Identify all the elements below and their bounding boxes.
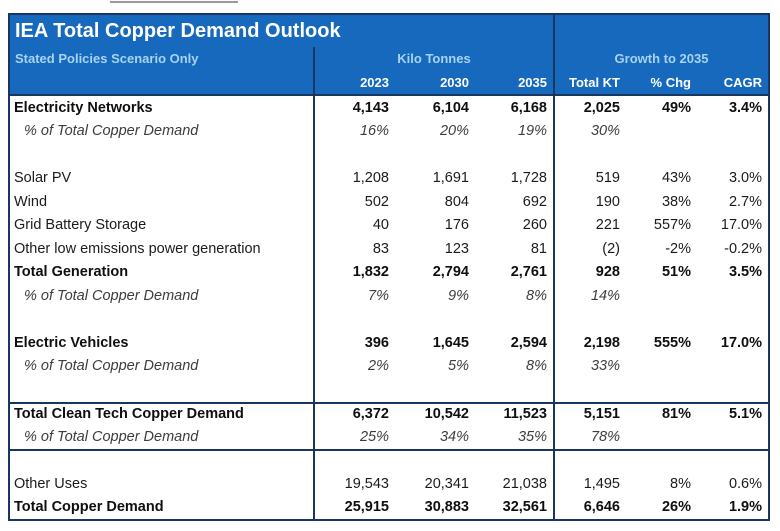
cell-value xyxy=(315,143,395,167)
row-label: Total Generation xyxy=(10,261,315,285)
cell-value: 396 xyxy=(364,334,389,351)
cell-value: 804 xyxy=(444,193,469,210)
row-label: Grid Battery Storage xyxy=(10,214,315,238)
table-row xyxy=(10,190,768,214)
cell-value: 7% xyxy=(368,287,389,304)
cell-value: 21,038 xyxy=(475,472,555,496)
cell-value: -2% xyxy=(665,240,691,257)
cell-value: 8% xyxy=(475,284,555,308)
cell-value xyxy=(395,143,475,167)
cell-value: 190 xyxy=(595,193,620,210)
table-body xyxy=(10,96,768,519)
group-growth-to-2035: Growth to 2035 xyxy=(614,51,709,66)
row-label: % of Total Copper Demand xyxy=(10,284,315,308)
cell-value xyxy=(555,378,626,402)
cell-value xyxy=(626,120,697,144)
cell-value xyxy=(626,451,697,473)
cell-value: 19,543 xyxy=(344,475,389,492)
cell-value xyxy=(395,308,475,332)
table-row xyxy=(10,378,768,402)
cell-value: 38% xyxy=(661,193,691,210)
cell-value: 20,341 xyxy=(424,475,469,492)
cell-value xyxy=(475,143,555,167)
cell-value xyxy=(626,143,697,167)
cell-value: 1,691 xyxy=(432,170,469,187)
table-row xyxy=(10,449,768,473)
col-header-2030: 2030 xyxy=(440,74,469,90)
cell-value: 2.7% xyxy=(728,193,762,210)
table-row xyxy=(10,214,768,238)
cell-value: 6,104 xyxy=(432,99,469,116)
cell-value xyxy=(475,451,555,473)
table-title: IEA Total Copper Demand Outlook xyxy=(15,19,341,42)
cell-value: 25% xyxy=(359,428,389,445)
title-cell xyxy=(10,15,555,47)
top-edge-artifact-line xyxy=(110,1,238,3)
cell-value: 51% xyxy=(661,264,691,281)
cell-value: 2% xyxy=(368,358,389,375)
cell-value: 11,523 xyxy=(475,404,555,426)
cell-value xyxy=(626,425,697,449)
cell-value: 16% xyxy=(359,123,389,140)
cell-value xyxy=(697,120,768,144)
table-row xyxy=(10,308,768,332)
col-header-2035: 2035 xyxy=(475,70,555,94)
row-label: Electricity Networks xyxy=(10,96,315,120)
table-row xyxy=(10,96,768,120)
cell-value: -0.2% xyxy=(724,240,762,257)
header-title-row xyxy=(10,15,768,47)
cell-value: 10,542 xyxy=(424,406,469,423)
cell-value xyxy=(697,378,768,402)
title-row-spacer xyxy=(555,15,768,47)
row-label: % of Total Copper Demand xyxy=(10,355,315,379)
row-label: Total Copper Demand xyxy=(10,496,315,520)
cell-value: 555% xyxy=(653,334,691,351)
cell-value xyxy=(555,451,626,473)
table-row xyxy=(10,496,768,520)
cell-value: 8% xyxy=(475,355,555,379)
cell-value: (2) xyxy=(602,240,620,257)
cell-value: 1,495 xyxy=(583,475,620,492)
cell-value xyxy=(626,355,697,379)
cell-value: 9% xyxy=(448,287,469,304)
cell-value: 692 xyxy=(475,190,555,214)
table-row xyxy=(10,167,768,191)
cell-value: 2,794 xyxy=(432,264,469,281)
row-label xyxy=(10,451,315,473)
cell-value: 2,761 xyxy=(475,261,555,285)
cell-value: 1,645 xyxy=(432,334,469,351)
cell-value: 26% xyxy=(661,499,691,516)
cell-value: 49% xyxy=(661,99,691,116)
row-label xyxy=(10,378,315,402)
cell-value: 123 xyxy=(444,240,469,257)
row-label xyxy=(10,308,315,332)
cell-value: 5% xyxy=(448,358,469,375)
cell-value: 2,594 xyxy=(475,331,555,355)
cell-value: 6,646 xyxy=(583,499,620,516)
copper-demand-table xyxy=(8,13,770,521)
cell-value: 20% xyxy=(439,123,469,140)
row-label: Solar PV xyxy=(10,167,315,191)
cell-value xyxy=(697,308,768,332)
cell-value xyxy=(315,378,395,402)
table-row xyxy=(10,237,768,261)
cell-value: 5,151 xyxy=(583,406,620,423)
col-header-cagr: CAGR xyxy=(723,74,762,90)
table-row xyxy=(10,284,768,308)
cell-value: 43% xyxy=(661,170,691,187)
cell-value xyxy=(697,355,768,379)
cell-value: 3.4% xyxy=(728,99,762,116)
cell-value xyxy=(395,378,475,402)
cell-value: 78% xyxy=(590,428,620,445)
cell-value xyxy=(395,451,475,473)
cell-value: 35% xyxy=(475,425,555,449)
header-group-row xyxy=(10,47,768,70)
cell-value: 221 xyxy=(595,217,620,234)
table-row xyxy=(10,143,768,167)
table-row xyxy=(10,331,768,355)
cell-value xyxy=(626,284,697,308)
table-row xyxy=(10,120,768,144)
col-header-pct-chg: % Chg xyxy=(650,74,691,90)
cell-value xyxy=(555,308,626,332)
header-columns-row xyxy=(10,70,768,94)
cell-value: 0.6% xyxy=(728,475,762,492)
cell-value: 8% xyxy=(670,475,691,492)
cell-value: 25,915 xyxy=(344,499,389,516)
cell-value: 176 xyxy=(444,217,469,234)
cell-value: 40 xyxy=(372,217,389,234)
table-row xyxy=(10,355,768,379)
row-label: % of Total Copper Demand xyxy=(10,120,315,144)
cell-value: 34% xyxy=(439,428,469,445)
cell-value: 19% xyxy=(475,120,555,144)
columns-row-spacer xyxy=(10,70,315,94)
cell-value xyxy=(315,308,395,332)
table-row xyxy=(10,472,768,496)
col-header-total-kt: Total KT xyxy=(568,74,620,90)
row-label: Electric Vehicles xyxy=(10,331,315,355)
cell-value: 928 xyxy=(595,264,620,281)
table-header xyxy=(10,15,768,96)
cell-value: 2,025 xyxy=(583,99,620,116)
row-label: Other Uses xyxy=(10,472,315,496)
cell-value xyxy=(555,143,626,167)
cell-value: 17.0% xyxy=(720,334,762,351)
cell-value: 4,143 xyxy=(352,99,389,116)
cell-value xyxy=(626,308,697,332)
cell-value xyxy=(697,143,768,167)
cell-value xyxy=(626,378,697,402)
cell-value: 260 xyxy=(475,214,555,238)
cell-value: 83 xyxy=(372,240,389,257)
cell-value: 502 xyxy=(364,193,389,210)
group-kilo-tonnes: Kilo Tonnes xyxy=(315,47,555,70)
cell-value: 81 xyxy=(475,237,555,261)
cell-value: 1.9% xyxy=(728,499,762,516)
cell-value: 33% xyxy=(590,358,620,375)
cell-value xyxy=(697,284,768,308)
cell-value: 17.0% xyxy=(720,217,762,234)
row-label: % of Total Copper Demand xyxy=(10,425,315,449)
cell-value: 5.1% xyxy=(728,406,762,423)
table-row xyxy=(10,425,768,449)
cell-value: 3.5% xyxy=(728,264,762,281)
cell-value: 2,198 xyxy=(583,334,620,351)
cell-value: 6,372 xyxy=(352,406,389,423)
cell-value: 557% xyxy=(653,217,691,234)
cell-value xyxy=(475,308,555,332)
cell-value: 81% xyxy=(661,406,691,423)
scenario-cell xyxy=(10,47,315,70)
row-label: Total Clean Tech Copper Demand xyxy=(10,404,315,426)
cell-value: 32,561 xyxy=(475,496,555,520)
cell-value: 1,728 xyxy=(475,167,555,191)
cell-value: 6,168 xyxy=(475,96,555,120)
cell-value: 30% xyxy=(590,123,620,140)
cell-value: 14% xyxy=(590,287,620,304)
cell-value xyxy=(315,451,395,473)
cell-value: 3.0% xyxy=(728,170,762,187)
table-row xyxy=(10,261,768,285)
cell-value: 1,208 xyxy=(352,170,389,187)
cell-value: 519 xyxy=(595,170,620,187)
row-label xyxy=(10,143,315,167)
row-label: Other low emissions power generation xyxy=(10,237,315,261)
cell-value: 1,832 xyxy=(352,264,389,281)
cell-value xyxy=(697,451,768,473)
cell-value xyxy=(475,378,555,402)
col-header-2023: 2023 xyxy=(360,74,389,90)
cell-value xyxy=(697,425,768,449)
scenario-label: Stated Policies Scenario Only xyxy=(15,51,199,66)
table-row xyxy=(10,402,768,426)
row-label: Wind xyxy=(10,190,315,214)
cell-value: 30,883 xyxy=(424,499,469,516)
